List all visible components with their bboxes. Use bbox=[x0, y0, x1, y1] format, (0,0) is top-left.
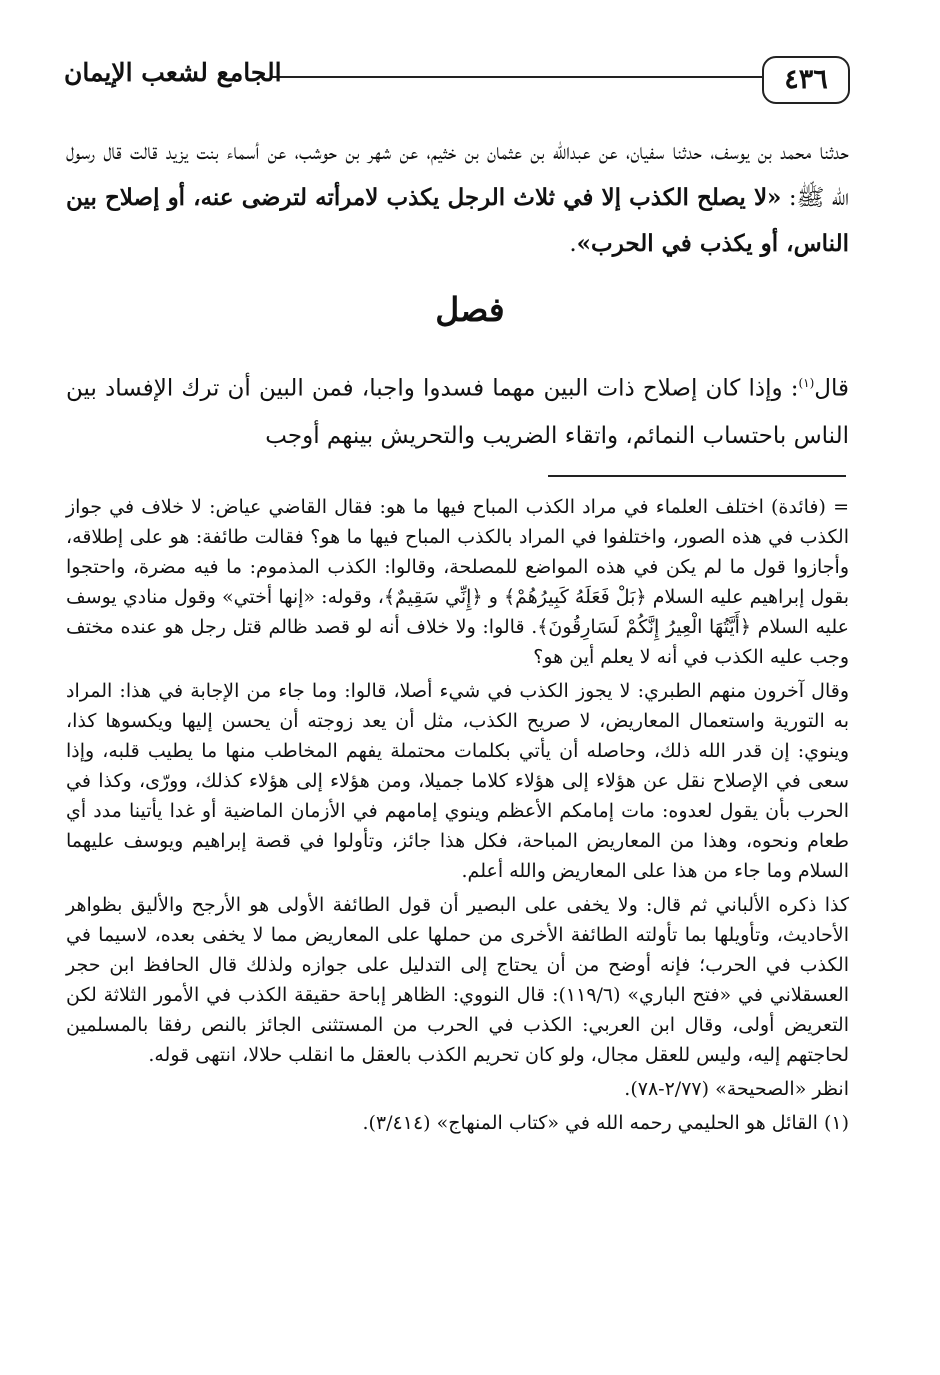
footnote-ref: (١) bbox=[798, 376, 815, 390]
section-heading: فصل bbox=[435, 290, 505, 329]
paragraph-lead: قال bbox=[814, 375, 849, 402]
header-rule bbox=[270, 76, 764, 78]
footnote-paragraph: وقال آخرون منهم الطبري: لا يجوز الكذب في شيء أصلا، قالوا: وما جاء من الإجابة في هذا: المراد به التورية واستعمال المعاريض، لا صريح الكذب، مثل أن يعد زوجته أن يحسن إليها ويكسوها كذا، وينوي: إن قدر الله ذلك، وحاصله أن يأتي بكلمات محتملة يفهم المخاطب منها ما يطيب قلبه، وإذا سعى في الإصلاح نقل عن هؤلاء إلى هؤلاء كلاما جميلا، ومن هؤلاء إلى هؤلاء كذلك، وورّى، وكذا في الحرب بأن يقول لعدوه: مات إمامكم الأعظم وينوي إمامهم في الأزمان الماضية أو غدا يأتينا مدد أي طعام ونحوه، وهذا من المعاريض المباحة، فكل هذا جائز، وتأولوا في قصة إبراهيم ويوسف عليهما السلام وما جاء من هذا على المعاريض والله أعلم. bbox=[66, 680, 849, 882]
hadith-paragraph bbox=[66, 130, 849, 267]
footnote-paragraph: كذا ذكره الألباني ثم قال: ولا يخفى على البصير أن قول الطائفة الأولى هو الأرجح والأليق بظواهر الأحاديث، وتأويلها بما تأولته الطائفة الأخرى من حملها على المعاريض مما لا يخفى بعده، لاسيما في الكذب في الحرب؛ فإنه أوضح من أن يحتاج إلى التدليل على جوازه ولذلك قال الحافظ ابن حجر العسقلاني في «فتح الباري» (١١٩/٦): قال النووي: الظاهر إباحة حقيقة الكذب في الأمور الثلاثة لكن التعريض أولى، وقال ابن العربي: الكذب في الحرب من المستثنى الجائز بالنص رفقا بالمسلمين لحاجتهم إليه، وليس للعقل مجال، ولو كان تحريم الكذب بالعقل ما انقلب حلالا، انتهى قوله. bbox=[66, 894, 849, 1066]
footnote-continuation: = (فائدة) اختلف العلماء في مراد الكذب المباح فيها ما هو: فقال القاضي عياض: لا خلاف في جواز الكذب في هذه الصور، واختلفوا في المراد بالكذب المباح فيها ما هو؟ فقالت طائفة: هو على إطلاقه، وأجازوا قول ما لم يكن في هذه المواضع للمصلحة، وقالوا: الكذب المذموم: ما فيه مضرة، واحتجوا بقول إبراهيم عليه السلام ﴿بَلْ فَعَلَهُ كَبِيرُهُمْ﴾ و ﴿إِنِّي سَقِيمٌ﴾، وقوله: «إنها أختي» وقول منادي يوسف عليه السلام ﴿أَيَّتُهَا الْعِيرُ إِنَّكُمْ لَسَارِقُونَ﴾. قالوا: ولا خلاف أنه لو قصد ظالم قتل رجل هو عنده مختف وجب عليه الكذب في أنه لا يعلم أين هو؟ bbox=[66, 496, 849, 668]
hadith-chain: حدثنا محمد بن يوسف، حدثنا سفيان، عن عبدالله بن عثمان بن خثيم، عن شهر بن حوشب، عن أسماء بنت يزيد قالت قال رسول الله ﷺ: bbox=[66, 139, 849, 211]
paragraph-text: : وإذا كان إصلاح ذات البين مهما فسدوا واجبا، فمن البين أن ترك الإفساد بين الناس باحتساب النمائم، واتقاء الضريب والتحريش بينهم أوجب bbox=[66, 375, 849, 449]
hadith-end: . bbox=[569, 231, 577, 257]
footnotes bbox=[66, 492, 849, 1142]
book-title: الجامع لشعب الإيمان bbox=[64, 58, 282, 87]
footnote-separator bbox=[548, 475, 846, 477]
page-number: ٤٣٦ bbox=[762, 56, 850, 104]
main-paragraph bbox=[66, 360, 849, 460]
footnote-reference: انظر «الصحيحة» (٢/٧٧-٧٨). bbox=[624, 1078, 849, 1100]
hadith-quote: «لا يصلح الكذب إلا في ثلاث الرجل يكذب لامرأته لترضى عنه، أو إصلاح بين الناس، أو يكذب في الحرب» bbox=[66, 184, 849, 257]
footnote-1: (١) القائل هو الحليمي رحمه الله في «كتاب المنهاج» (٣/٤١٤). bbox=[362, 1112, 849, 1134]
page-header bbox=[60, 56, 850, 106]
